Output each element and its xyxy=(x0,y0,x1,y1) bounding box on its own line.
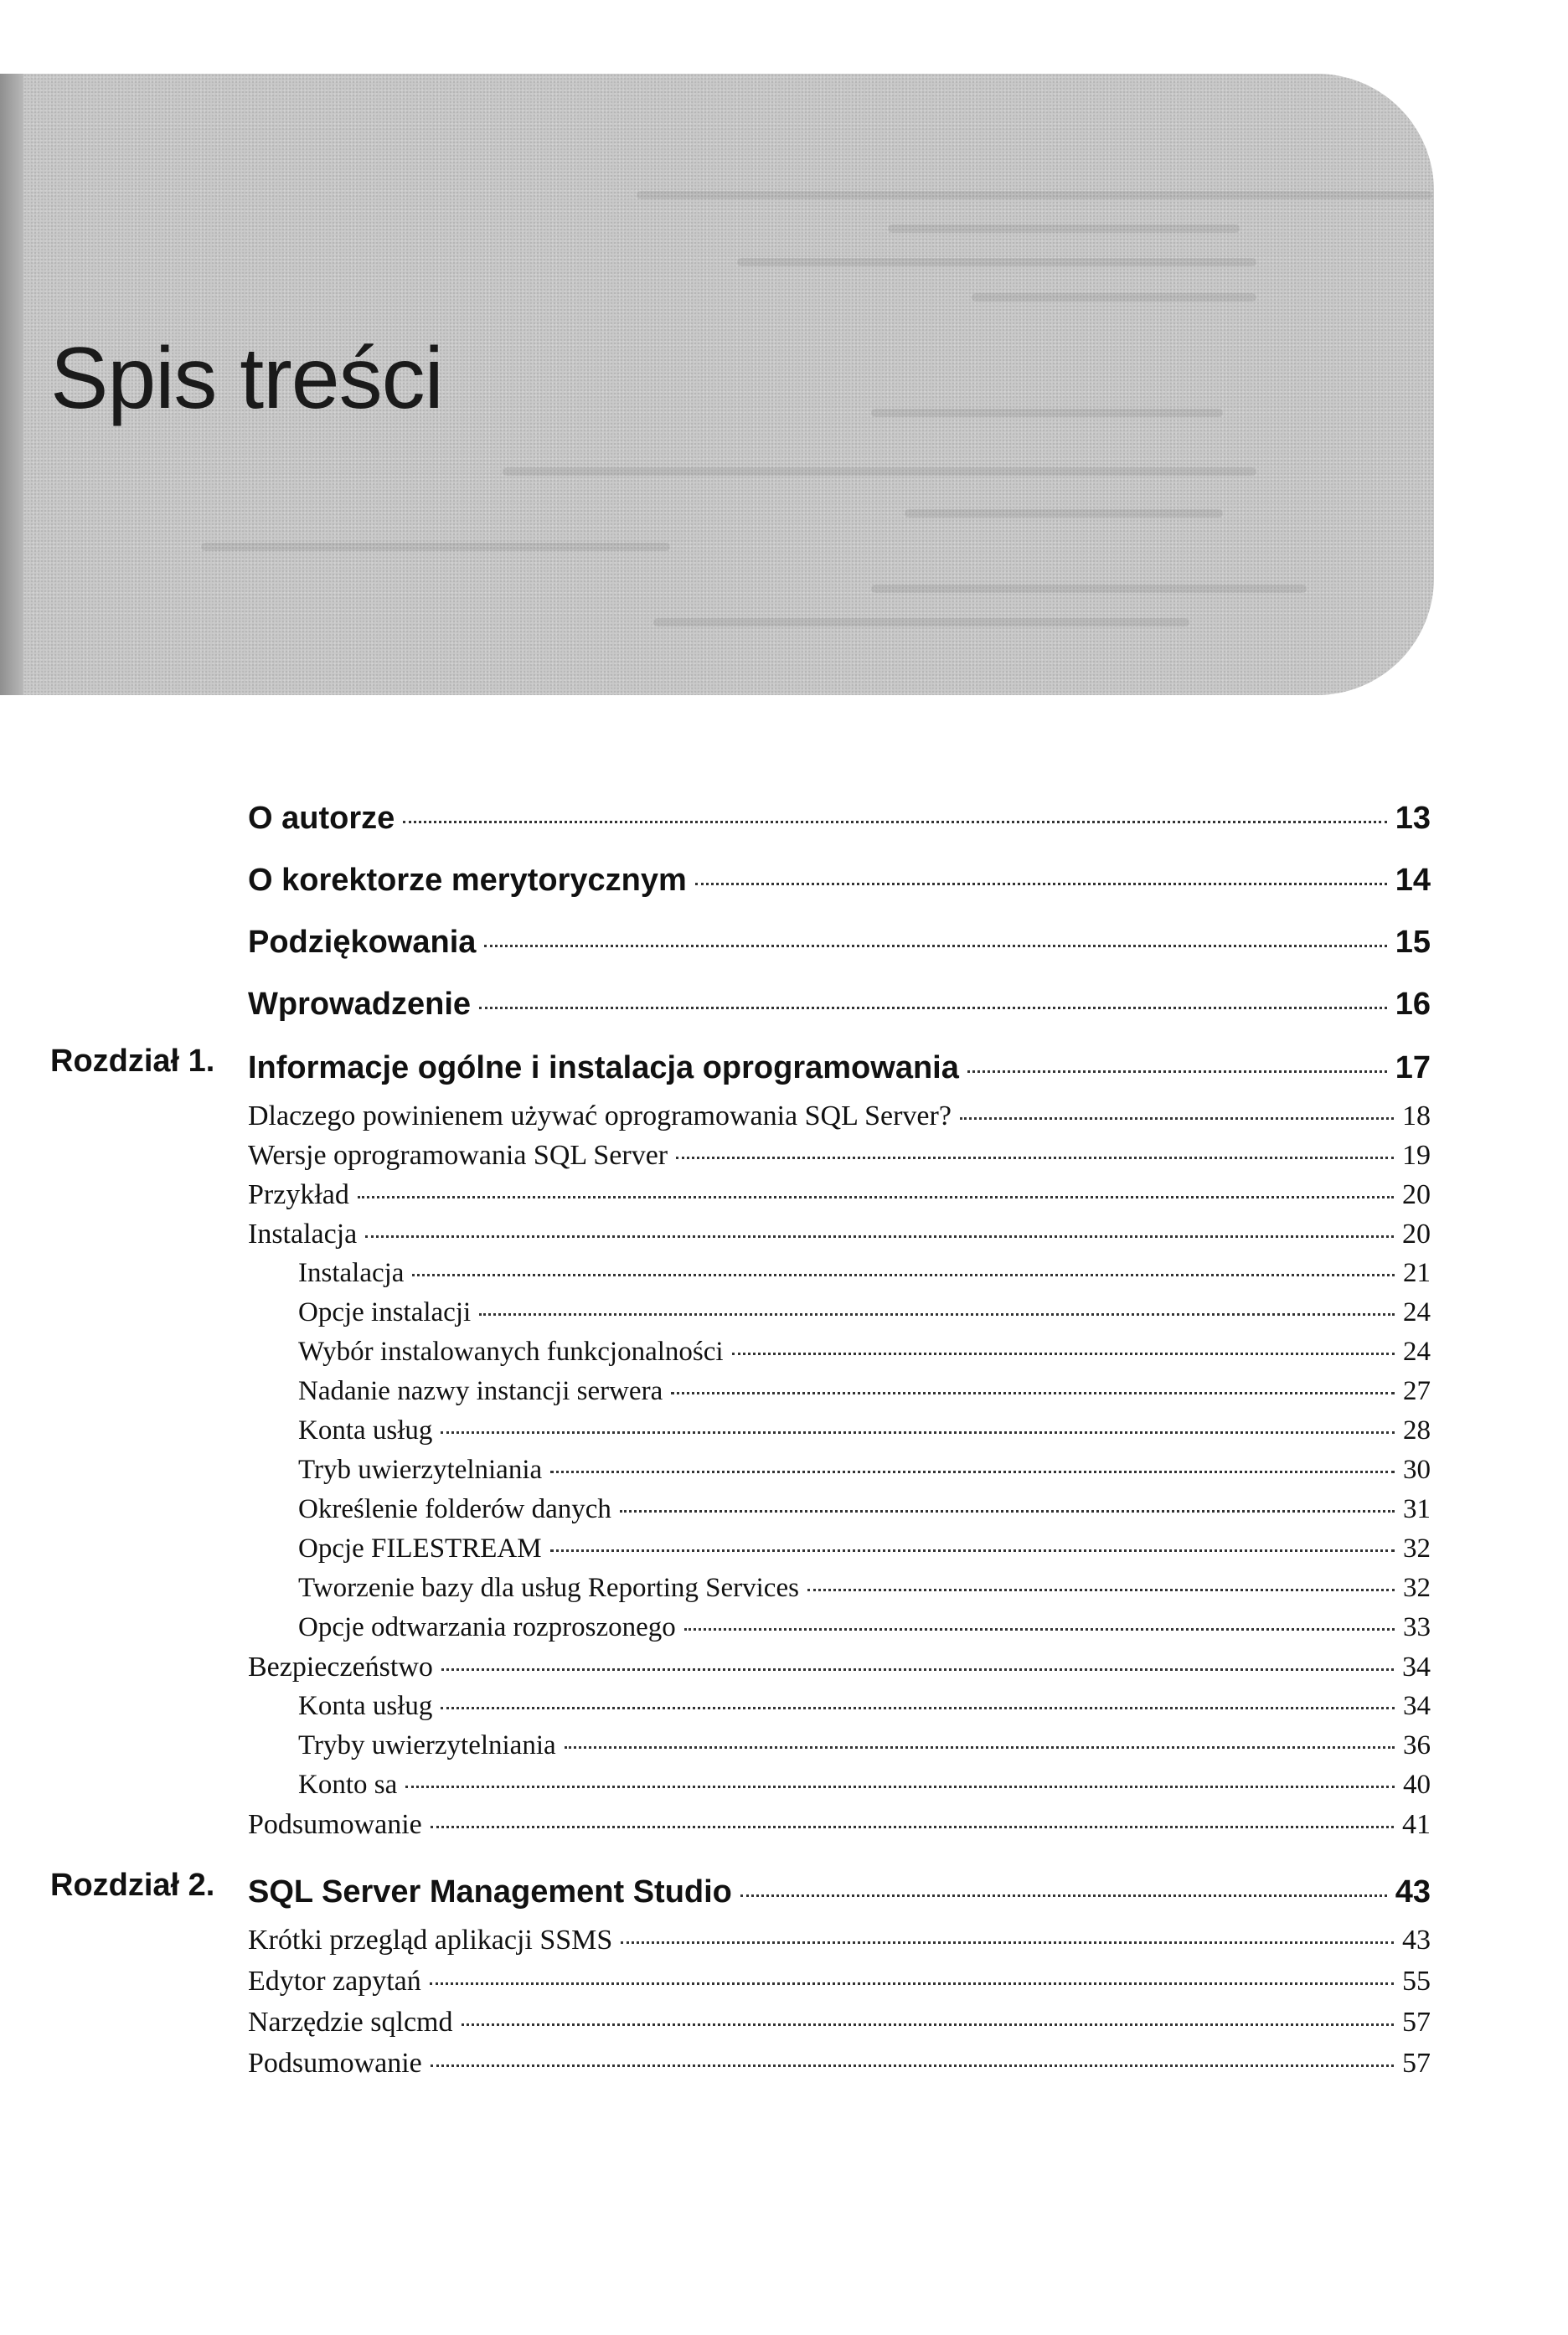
toc-entry[interactable] xyxy=(248,1918,1431,1956)
band-edge xyxy=(0,74,23,695)
toc-entry-podziekowania[interactable] xyxy=(248,918,1431,961)
dot-leader xyxy=(550,1522,1395,1552)
toc-entry-title: Instalacja xyxy=(298,1258,405,1288)
dot-leader xyxy=(441,1404,1395,1434)
toc-entry-page: 20 xyxy=(1402,1179,1431,1210)
toc-entry-page: 32 xyxy=(1403,1573,1431,1603)
toc-subentry[interactable] xyxy=(298,1369,1431,1407)
toc-subentry[interactable] xyxy=(298,1251,1431,1289)
toc-entry-page: 20 xyxy=(1402,1219,1431,1250)
ghost-line xyxy=(905,509,1223,518)
toc-entry-page: 34 xyxy=(1402,1652,1431,1683)
dot-leader xyxy=(431,2036,1394,2067)
ghost-line xyxy=(888,224,1240,233)
toc-entry-title: Wersje oprogramowania SQL Server xyxy=(248,1140,668,1171)
toc-entry-page: 24 xyxy=(1403,1337,1431,1367)
dot-leader xyxy=(671,1364,1395,1394)
toc-entry-page: 14 xyxy=(1395,863,1431,898)
toc-subentry[interactable] xyxy=(298,1487,1431,1525)
ghost-line xyxy=(201,543,670,551)
toc-entry[interactable] xyxy=(248,1802,1431,1841)
toc-entry-title: Wybór instalowanych funkcjonalności xyxy=(298,1337,724,1367)
dot-leader xyxy=(684,1600,1395,1631)
toc-entry[interactable] xyxy=(248,1133,1431,1172)
toc-entry-title: Konto sa xyxy=(298,1770,398,1800)
toc-entry-title: O korektorze merytorycznym xyxy=(248,863,687,898)
toc-entry-title: Konta usług xyxy=(298,1415,433,1446)
toc-entry-page: 33 xyxy=(1403,1612,1431,1642)
toc-entry-page: 41 xyxy=(1402,1809,1431,1840)
chapter-label: Rozdział 2. xyxy=(50,1868,215,1903)
toc-subentry[interactable] xyxy=(298,1684,1431,1722)
toc-entry-wprowadzenie[interactable] xyxy=(248,980,1431,1023)
ghost-line xyxy=(737,258,1256,266)
toc-entry-title: Bezpieczeństwo xyxy=(248,1652,433,1683)
page-title: Spis treści xyxy=(50,330,443,427)
toc-entry-o-korektorze[interactable] xyxy=(248,856,1431,899)
dot-leader xyxy=(479,1286,1395,1316)
toc-entry-title: Podsumowanie xyxy=(248,1809,422,1840)
toc-entry-title: Wprowadzenie xyxy=(248,987,472,1022)
chapter-label: Rozdział 1. xyxy=(50,1044,215,1079)
dot-leader xyxy=(358,1168,1394,1198)
toc-subentry[interactable] xyxy=(298,1330,1431,1368)
dot-leader xyxy=(441,1640,1394,1671)
toc-chapter-1[interactable] xyxy=(248,1044,1431,1086)
toc-entry-page: 32 xyxy=(1403,1533,1431,1564)
toc-entry-title: Podziękowania xyxy=(248,925,477,960)
dot-leader xyxy=(405,1758,1395,1788)
toc-entry[interactable] xyxy=(248,2041,1431,2080)
toc-entry-title: Narzędzie sqlcmd xyxy=(248,2007,453,2038)
dot-leader xyxy=(403,789,1386,823)
ghost-line xyxy=(637,191,1432,199)
dot-leader xyxy=(621,1913,1394,1944)
toc-entry-page: 55 xyxy=(1402,1966,1431,1997)
toc-chapter-2[interactable] xyxy=(248,1868,1431,1910)
dot-leader xyxy=(565,1719,1395,1749)
toc-entry-title: Przykład xyxy=(248,1179,349,1210)
toc-entry-title: Podsumowanie xyxy=(248,2048,422,2079)
dot-leader xyxy=(550,1443,1395,1473)
dot-leader xyxy=(807,1561,1395,1591)
toc-entry-page: 28 xyxy=(1403,1415,1431,1446)
toc-entry-title: Instalacja xyxy=(248,1219,358,1250)
toc-entry-title: Opcje odtwarzania rozproszonego xyxy=(298,1612,676,1642)
toc-entry-page: 27 xyxy=(1403,1376,1431,1406)
toc-entry-page: 21 xyxy=(1403,1258,1431,1288)
toc-entry-page: 31 xyxy=(1403,1494,1431,1524)
toc-subentry[interactable] xyxy=(298,1527,1431,1564)
toc-entry-title: SQL Server Management Studio xyxy=(248,1874,732,1910)
toc-subentry[interactable] xyxy=(298,1448,1431,1486)
toc-entry-title: Tryb uwierzytelniania xyxy=(298,1455,543,1485)
ghost-line xyxy=(972,293,1256,302)
toc-subentry[interactable] xyxy=(298,1763,1431,1801)
toc-subentry[interactable] xyxy=(298,1409,1431,1446)
toc-entry-page: 16 xyxy=(1395,987,1431,1022)
dot-leader xyxy=(441,1679,1395,1709)
toc-entry-page: 43 xyxy=(1402,1925,1431,1956)
ghost-line xyxy=(871,585,1307,593)
toc-entry-title: Konta usług xyxy=(298,1691,433,1721)
toc-entry-page: 57 xyxy=(1402,2007,1431,2038)
toc-entry-title: Edytor zapytań xyxy=(248,1966,421,1997)
toc-entry-title: Tworzenie bazy dla usług Reporting Services xyxy=(298,1573,799,1603)
toc-entry-title: O autorze xyxy=(248,801,395,836)
ghost-line xyxy=(871,409,1223,417)
toc-entry-page: 57 xyxy=(1402,2048,1431,2079)
toc-entry[interactable] xyxy=(248,2000,1431,2039)
toc-entry-title: Krótki przegląd aplikacji SSMS xyxy=(248,1925,613,1956)
toc-entry-title: Informacje ogólne i instalacja oprogramowania xyxy=(248,1050,959,1085)
toc-subentry[interactable] xyxy=(298,1291,1431,1328)
toc-entry[interactable] xyxy=(248,1645,1431,1683)
dot-leader xyxy=(695,851,1387,885)
dot-leader xyxy=(462,1995,1395,2026)
dot-leader xyxy=(479,975,1387,1009)
dot-leader xyxy=(430,1954,1394,1985)
toc-entry-page: 15 xyxy=(1395,925,1431,960)
toc-entry-title: Dlaczego powinienem używać oprogramowania SQL Server? xyxy=(248,1100,952,1131)
toc-entry-title: Nadanie nazwy instancji serwera xyxy=(298,1376,663,1406)
toc-entry-page: 13 xyxy=(1395,801,1431,836)
dot-leader xyxy=(960,1089,1394,1120)
dot-leader xyxy=(365,1207,1394,1238)
toc-entry[interactable] xyxy=(248,1212,1431,1250)
dot-leader xyxy=(484,913,1386,947)
toc-entry-page: 24 xyxy=(1403,1297,1431,1327)
toc-entry[interactable] xyxy=(248,1173,1431,1211)
toc-entry-o-autorze[interactable] xyxy=(248,794,1431,837)
toc-entry-title: Opcje FILESTREAM xyxy=(298,1533,542,1564)
toc-entry-page: 17 xyxy=(1395,1050,1431,1085)
toc-entry-title: Opcje instalacji xyxy=(298,1297,472,1327)
ghost-line xyxy=(503,467,1256,476)
dot-leader xyxy=(412,1246,1395,1276)
toc-entry[interactable] xyxy=(248,1094,1431,1132)
toc-entry-page: 18 xyxy=(1402,1100,1431,1131)
toc-subentry[interactable] xyxy=(298,1566,1431,1604)
dot-leader xyxy=(431,1797,1394,1828)
toc-entry-page: 43 xyxy=(1395,1874,1431,1910)
ghost-line xyxy=(653,618,1189,626)
toc-entry-page: 19 xyxy=(1402,1140,1431,1171)
toc-entry-title: Tryby uwierzytelniania xyxy=(298,1730,556,1760)
toc-entry-page: 36 xyxy=(1403,1730,1431,1760)
dot-leader xyxy=(732,1325,1395,1355)
dot-leader xyxy=(676,1128,1394,1159)
dot-leader xyxy=(967,1039,1387,1073)
toc-entry-page: 30 xyxy=(1403,1455,1431,1485)
toc-entry[interactable] xyxy=(248,1959,1431,1997)
toc-subentry[interactable] xyxy=(298,1606,1431,1643)
dot-leader xyxy=(740,1863,1387,1897)
dot-leader xyxy=(620,1482,1395,1513)
toc-subentry[interactable] xyxy=(298,1724,1431,1761)
toc-entry-page: 34 xyxy=(1403,1691,1431,1721)
toc-entry-page: 40 xyxy=(1403,1770,1431,1800)
toc-entry-title: Określenie folderów danych xyxy=(298,1494,611,1524)
